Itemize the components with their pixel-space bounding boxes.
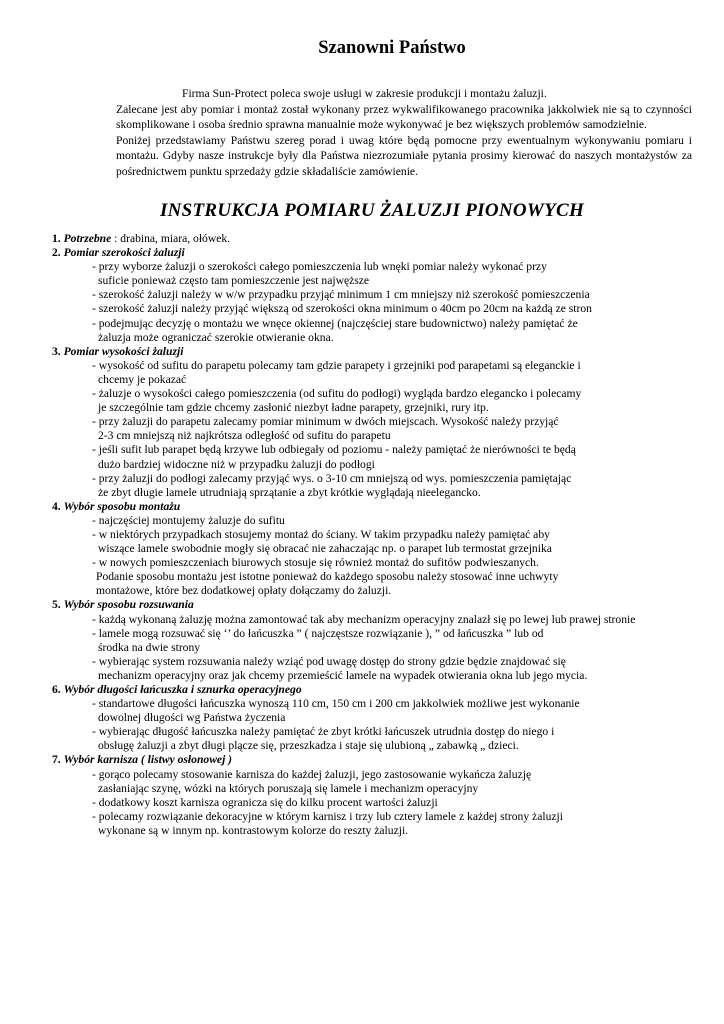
list-item	[92, 725, 702, 753]
list-item	[92, 302, 702, 316]
list-item	[92, 514, 702, 528]
section-number: 3.	[52, 344, 64, 358]
intro-paragraph: Poniżej przedstawiamy Państwu szereg porad i uwag które będą pomocne przy ewentualnym wykonywaniu pomiaru i montażu. Gdyby nasze instrukcje były dla Państwa niezrozumiałe pytania prosimy kierować do naszych montażystów za pośrednictwem punktu sprzedaży gdzie składaliście zamówienie.	[116, 133, 692, 178]
list-item	[92, 415, 702, 443]
list-item-line: - przy żaluzji do podłogi zalecamy przyjąć wys. o 3-10 cm mniejszą od wys. pomieszczenia pamiętając	[92, 471, 572, 485]
section-title	[52, 232, 702, 246]
list-item-line: - szerokość żaluzji należy przyjąć większą od szerokości okna minimum o 40cm po 20cm na każdą ze stron	[92, 302, 592, 316]
section-heading: Wybór długości łańcuszka i sznurka operacyjnego	[63, 683, 302, 696]
list-item	[92, 768, 702, 796]
instruction-section	[52, 753, 702, 838]
list-item-line: - wybierając system rozsuwania należy wziąć pod uwagę dostęp do strony gdzie będzie znajdować się	[92, 654, 566, 668]
list-item-line: - przy wyborze żaluzji o szerokości całego pomieszczenia lub wnęki pomiar należy wykonać przy	[92, 260, 547, 274]
list-item-line: - przy żaluzji do parapetu zalecamy pomiar minimum w dwóch miejscach. Wysokość należy przyjąć	[92, 415, 559, 429]
list-item-line: - wysokość od sufitu do parapetu polecamy tam gdzie parapety i grzejniki pod parapetami są eleganckie i	[92, 358, 581, 372]
list-item-line: suficie ponieważ często tam pomieszczenie jest najwęższe	[98, 274, 370, 288]
instruction-section	[52, 598, 702, 683]
section-number: 4.	[52, 499, 64, 513]
list-item	[92, 443, 702, 471]
section-title	[52, 683, 702, 697]
section-number: 1.	[52, 232, 64, 245]
list-item	[92, 627, 702, 655]
section-title	[52, 500, 702, 514]
section-heading: Potrzebne	[63, 232, 112, 245]
instructions-list	[52, 232, 702, 838]
instructions-heading: INSTRUKCJA POMIARU ŻALUZJI PIONOWYCH	[159, 200, 585, 221]
section-number: 7.	[52, 753, 64, 767]
list-item-line: - lamele mogą rozsuwać się ‘’ do łańcuszka ” ( najczęstsze rozwiązanie ), ” od łańcuszka ” lub od	[92, 626, 544, 640]
list-item-line: - w nowych pomieszczeniach biurowych stosuje się również montaż do sufitów podwieszanych.	[92, 556, 539, 570]
greeting-title: Szanowni Państwo	[318, 38, 466, 58]
list-item-line: wykonane są w innym np. kontrastowym kolorze do reszty żaluzji.	[98, 823, 409, 837]
list-item-line: - podejmując decyzję o montażu we wnęce okiennej (najczęściej stare budownictwo) należy pamiętać że	[92, 316, 578, 330]
instruction-section	[52, 345, 702, 500]
list-item	[92, 288, 702, 302]
list-item-line: je szczególnie tam gdzie chcemy zasłonić niezbyt ładne parapety, grzejniki, rury itp.	[98, 401, 489, 415]
list-item-line: - gorąco polecamy stosowanie karnisza do każdej żaluzji, jego zastosowanie wykańcza żaluzję	[92, 767, 532, 781]
section-title	[52, 345, 702, 359]
instruction-section	[52, 246, 702, 345]
section-heading: Wybór sposobu rozsuwania	[63, 598, 194, 612]
intro-paragraph: Zalecane jest aby pomiar i montaż został wykonany przez wykwalifikowanego pracownika jakkolwiek nie są to czynności skomplikowane i osoba średnio sprawna manualnie może wykonywać je bez większych problemów samodzielnie.	[116, 102, 692, 132]
list-item-line: chcemy je pokazać	[98, 372, 187, 386]
list-item-line: środka na dwie strony	[98, 640, 201, 654]
list-item	[92, 655, 702, 683]
list-item-line: obsługę żaluzji a zbyt długi plącze się, przeszkadza i staje się ulubioną „ zabawką „ dzieci.	[98, 739, 519, 753]
list-item-line: mechanizm operacyjny oraz jak chcemy przemieścić lamele na wypadek otwierania okna lub jego mycia.	[98, 668, 588, 682]
instruction-section	[52, 683, 702, 753]
list-item-line: dużo bardziej widoczne niż w przypadku żaluzji do podłogi	[98, 457, 375, 471]
list-item-line: 2-3 cm mniejszą niż najkrótsza odległość od sufitu do parapetu	[98, 429, 391, 443]
section-title	[52, 246, 702, 260]
list-item	[92, 317, 702, 345]
list-item-line: zasłaniając szynę, wózki na których poruszają się lamele i mechanizm operacyjny	[98, 781, 479, 795]
list-item-line: - dodatkowy koszt karnisza ogranicza się do kilku procent wartości żaluzji	[92, 795, 438, 809]
section-heading: Pomiar wysokości żaluzji	[63, 344, 184, 358]
list-item-line: - standartowe długości łańcuszka wynoszą 110 cm, 150 cm i 200 cm jakkolwiek możliwe jest wykonanie	[92, 697, 580, 711]
list-item	[92, 556, 702, 570]
list-item-line: - żaluzje o wysokości całego pomieszczenia (od sufitu do podłogi) wygląda bardzo elegancko i polecamy	[92, 387, 582, 401]
section-number: 5.	[52, 598, 64, 612]
intro-text	[116, 86, 692, 180]
list-item-line: - polecamy rozwiązanie dekoracyjne w którym karnisz i trzy lub cztery lamele z każdej strony żaluzji	[92, 809, 563, 823]
section-heading: Pomiar szerokości żaluzji	[63, 246, 185, 260]
list-item	[92, 472, 702, 500]
section-title	[52, 598, 702, 612]
intro-paragraph: Firma Sun-Protect poleca swoje usługi w zakresie produkcji i montażu żaluzji.	[182, 87, 547, 100]
list-item	[92, 697, 702, 725]
list-item-line: - każdą wykonaną żaluzję można zamontować tak aby mechanizm operacyjny znalazł się po lewej lub prawej stronie	[92, 612, 636, 626]
list-item	[92, 260, 702, 288]
list-item-line: - najczęściej montujemy żaluzje do sufitu	[92, 513, 285, 527]
section-heading: Wybór sposobu montażu	[63, 499, 181, 513]
list-item-line: dowolnej długości wg Państwa życzenia	[98, 711, 286, 725]
list-item	[92, 613, 702, 627]
list-item-line: - w niektórych przypadkach stosujemy montaż do ściany. W takim przypadku należy pamiętać aby	[92, 527, 550, 541]
list-item	[92, 796, 702, 810]
instruction-section	[52, 500, 702, 599]
section-note	[96, 570, 702, 598]
section-heading: Wybór karnisza ( listwy osłonowej )	[63, 753, 233, 767]
section-title	[52, 753, 702, 767]
instruction-section	[52, 232, 702, 246]
section-note-line: montażowe, które bez dodatkowej opłaty dołączamy do żaluzji.	[96, 584, 392, 598]
section-note-line: Podanie sposobu montażu jest istotne ponieważ do każdego sposobu należy stosować inne uchwyty	[96, 570, 559, 584]
section-number: 2.	[52, 246, 64, 260]
list-item-line: wiszące lamele swobodnie mogły się obracać nie zahaczając np. o parapet lub termostat grzejnika	[98, 542, 552, 556]
list-item-line: - szerokość żaluzji należy w w/w przypadku przyjąć minimum 1 cm mniejszy niż szerokość pomieszczenia	[92, 288, 590, 302]
list-item	[92, 387, 702, 415]
list-item	[92, 359, 702, 387]
list-item	[92, 528, 702, 556]
list-item-line: - wybierając długość łańcuszka należy pamiętać że zbyt krótki łańcuszek utrudnia dostęp do niego i	[92, 725, 555, 739]
list-item	[92, 810, 702, 838]
list-item-line: że zbyt długie lamele utrudniają sprzątanie a zbyt krótkie wyglądają nieelegancko.	[98, 485, 481, 499]
list-item-line: żaluzja może ograniczać szerokie otwieranie okna.	[98, 330, 334, 344]
section-heading-suffix: : drabina, miara, ołówek.	[111, 232, 231, 245]
section-number: 6.	[52, 683, 64, 696]
list-item-line: - jeśli sufit lub parapet będą krzywe lub odbiegały od poziomu - należy pamiętać że nierówności te będą	[92, 443, 576, 457]
